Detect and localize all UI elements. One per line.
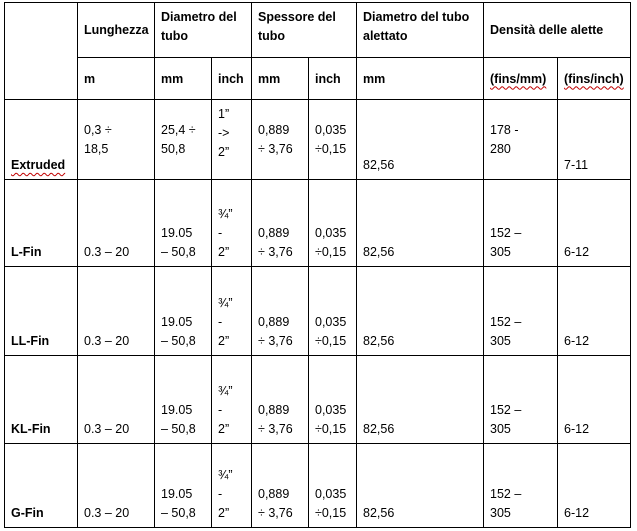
row-type-kl-fin: KL-Fin	[5, 356, 78, 444]
cell-length: 0,3 ÷ 18,5	[78, 100, 155, 180]
cell-diameter-inch: ¾” - 2”	[212, 444, 252, 528]
unit-diameter-mm: mm	[155, 58, 212, 100]
header-length: Lunghezza	[78, 3, 155, 58]
cell-density-fins-inch: 6-12	[558, 180, 631, 267]
row-type-ll-fin: LL-Fin	[5, 267, 78, 356]
row-type-g-fin: G-Fin	[5, 444, 78, 528]
cell-density-fins-mm: 152 – 305	[484, 180, 558, 267]
cell-thickness-inch: 0,035 ÷0,15	[309, 267, 357, 356]
cell-thickness-mm: 0,889 ÷ 3,76	[252, 356, 309, 444]
cell-diameter-mm: 25,4 ÷ 50,8	[155, 100, 212, 180]
cell-length: 0.3 – 20	[78, 444, 155, 528]
unit-density-fins-inch: (fins/inch)	[558, 58, 631, 100]
cell-density-fins-mm: 178 - 280	[484, 100, 558, 180]
cell-thickness-inch: 0,035 ÷0,15	[309, 444, 357, 528]
cell-density-fins-mm: 152 – 305	[484, 444, 558, 528]
cell-thickness-mm: 0,889 ÷ 3,76	[252, 100, 309, 180]
cell-length: 0.3 – 20	[78, 267, 155, 356]
cell-diameter-mm: 19.05 – 50,8	[155, 444, 212, 528]
cell-diameter-inch: ¾” - 2”	[212, 356, 252, 444]
cell-diameter-mm: 19.05 – 50,8	[155, 180, 212, 267]
unit-diameter-inch: inch	[212, 58, 252, 100]
unit-density-fins-mm: (fins/mm)	[484, 58, 558, 100]
cell-finned-diameter-mm: 82,56	[357, 180, 484, 267]
cell-thickness-inch: 0,035 ÷0,15	[309, 100, 357, 180]
cell-diameter-inch: ¾” - 2”	[212, 180, 252, 267]
row-type-extruded: Extruded	[5, 100, 78, 180]
header-tube-diameter: Diametro del tubo	[155, 3, 252, 58]
cell-thickness-mm: 0,889 ÷ 3,76	[252, 444, 309, 528]
cell-length: 0.3 – 20	[78, 180, 155, 267]
cell-length: 0.3 – 20	[78, 356, 155, 444]
cell-finned-diameter-mm: 82,56	[357, 356, 484, 444]
cell-diameter-inch: ¾” - 2”	[212, 267, 252, 356]
cell-thickness-inch: 0,035 ÷0,15	[309, 180, 357, 267]
cell-diameter-inch: 1” -> 2”	[212, 100, 252, 180]
unit-thickness-inch: inch	[309, 58, 357, 100]
cell-thickness-inch: 0,035 ÷0,15	[309, 356, 357, 444]
cell-density-fins-mm: 152 – 305	[484, 356, 558, 444]
cell-density-fins-inch: 6-12	[558, 356, 631, 444]
fin-tube-spec-table	[4, 2, 631, 528]
row-type-l-fin: L-Fin	[5, 180, 78, 267]
header-fin-density: Densità delle alette	[484, 3, 631, 58]
cell-finned-diameter-mm: 82,56	[357, 100, 484, 180]
cell-thickness-mm: 0,889 ÷ 3,76	[252, 180, 309, 267]
cell-diameter-mm: 19.05 – 50,8	[155, 356, 212, 444]
header-tube-thickness: Spessore del tubo	[252, 3, 357, 58]
cell-finned-diameter-mm: 82,56	[357, 444, 484, 528]
cell-density-fins-inch: 6-12	[558, 267, 631, 356]
unit-finned-mm: mm	[357, 58, 484, 100]
cell-density-fins-mm: 152 – 305	[484, 267, 558, 356]
unit-length-m: m	[78, 58, 155, 100]
cell-density-fins-inch: 6-12	[558, 444, 631, 528]
cell-diameter-mm: 19.05 – 50,8	[155, 267, 212, 356]
cell-thickness-mm: 0,889 ÷ 3,76	[252, 267, 309, 356]
unit-thickness-mm: mm	[252, 58, 309, 100]
cell-density-fins-inch: 7-11	[558, 100, 631, 180]
table-corner-cell	[5, 3, 78, 100]
cell-finned-diameter-mm: 82,56	[357, 267, 484, 356]
header-finned-tube-diameter: Diametro del tubo alettato	[357, 3, 484, 58]
